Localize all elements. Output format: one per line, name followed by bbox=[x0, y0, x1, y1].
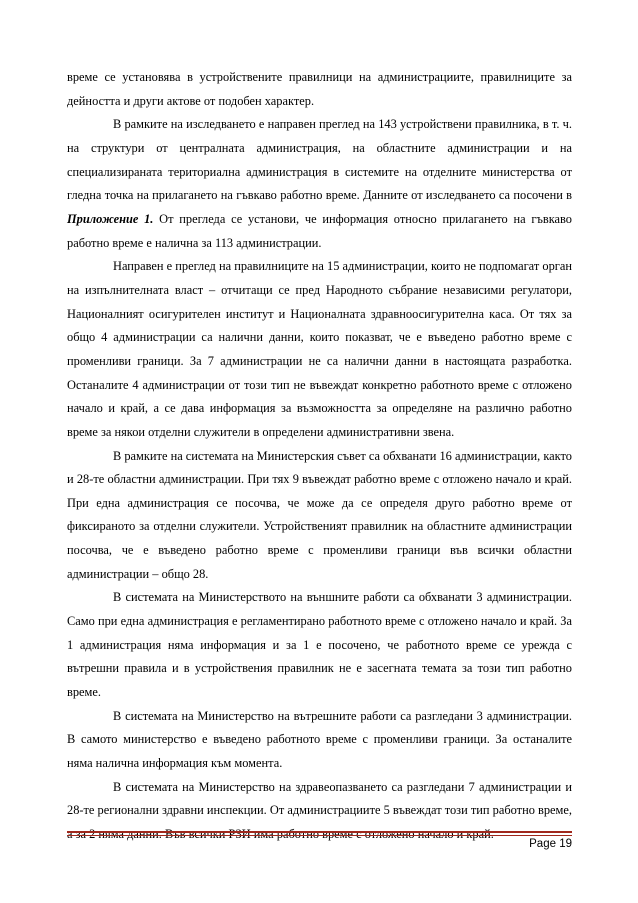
page-number: Page 19 bbox=[529, 838, 572, 850]
paragraph-council-of-ministers: В рамките на системата на Министерския съвет са обхванати 16 администрации, както и 28-те областни администрации. При тях 9 въвеждат работно време с отложено начало и край. При една администрация се посочва, че може да се определя друго работно време от фиксираното за отделни служители. Устройственият правилник на областните администрации посочва, че е въведено работно време с променливи граници във всички областни администрации – общо 28. bbox=[67, 448, 572, 581]
paragraph-foreign-affairs: В системата на Министерството на външните работи са обхванати 3 администрации. Само при една администрация е регламентирано работното време с отложено начало и край. За 1 администрация няма информация и за 1 е посочено, че работното време се урежда с вътрешни правила и в устройствения правилник не е засегната темата за този тип работно време. bbox=[67, 590, 572, 700]
footer-rule-thick bbox=[67, 831, 572, 833]
appendix-reference: Приложение 1. bbox=[67, 211, 154, 226]
paragraph-health: В системата на Министерство на здравеопазването са разгледани 7 администрации и 28-те регионални здравни инспекции. От администрациите 5 въвеждат този тип работно време, bbox=[67, 779, 572, 818]
paragraph-text-end: От прегледа се установи, че информация относно прилагането на гъвкаво работно време е налична за 113 администрации. bbox=[67, 211, 572, 250]
body-text bbox=[67, 66, 572, 847]
paragraph-interior: В системата на Министерство на вътрешните работи са разгледани 3 администрации. В самото министерство е въведено работното време с променливи граници. За останалите няма налична информация към момента. bbox=[67, 708, 572, 771]
footer-rule-thin bbox=[67, 835, 572, 836]
paragraph-text-start: В рамките на изследването е направен преглед на 143 устройствени правилника, в т. ч. на структури от централната администрация, на областните администрации и на специализираната териториална администрация в системите на отделните министерства от гледна точка на прилагането на гъвкаво работно време. Данните от изследването са посочени в bbox=[67, 117, 572, 203]
paragraph-independent-regulators: Направен е преглед на правилниците на 15 администрации, които не подпомагат орган на изпълнителната власт – отчитащи се пред Народното събрание независими регулатори, Националният осигурителен институт и Националната здравноосигурителна каса. От тях за общо 4 администрации са налични данни, които показват, че е въведено работно време с променливи граници. За 7 администрации не са налични данни в настоящата разработка. Останалите 4 администрации от този тип не въвеждат конкретно работното време с отложено начало и край, а се дава информация за възможността за определяне на различно работно време за някои отделни служители в определени административни звена. bbox=[67, 259, 572, 439]
paragraph-continuation: време се установява в устройствените правилници на администрациите, правилниците за дейността и други актове от подобен характер. bbox=[67, 70, 572, 108]
paragraph-review-scope bbox=[67, 113, 572, 255]
